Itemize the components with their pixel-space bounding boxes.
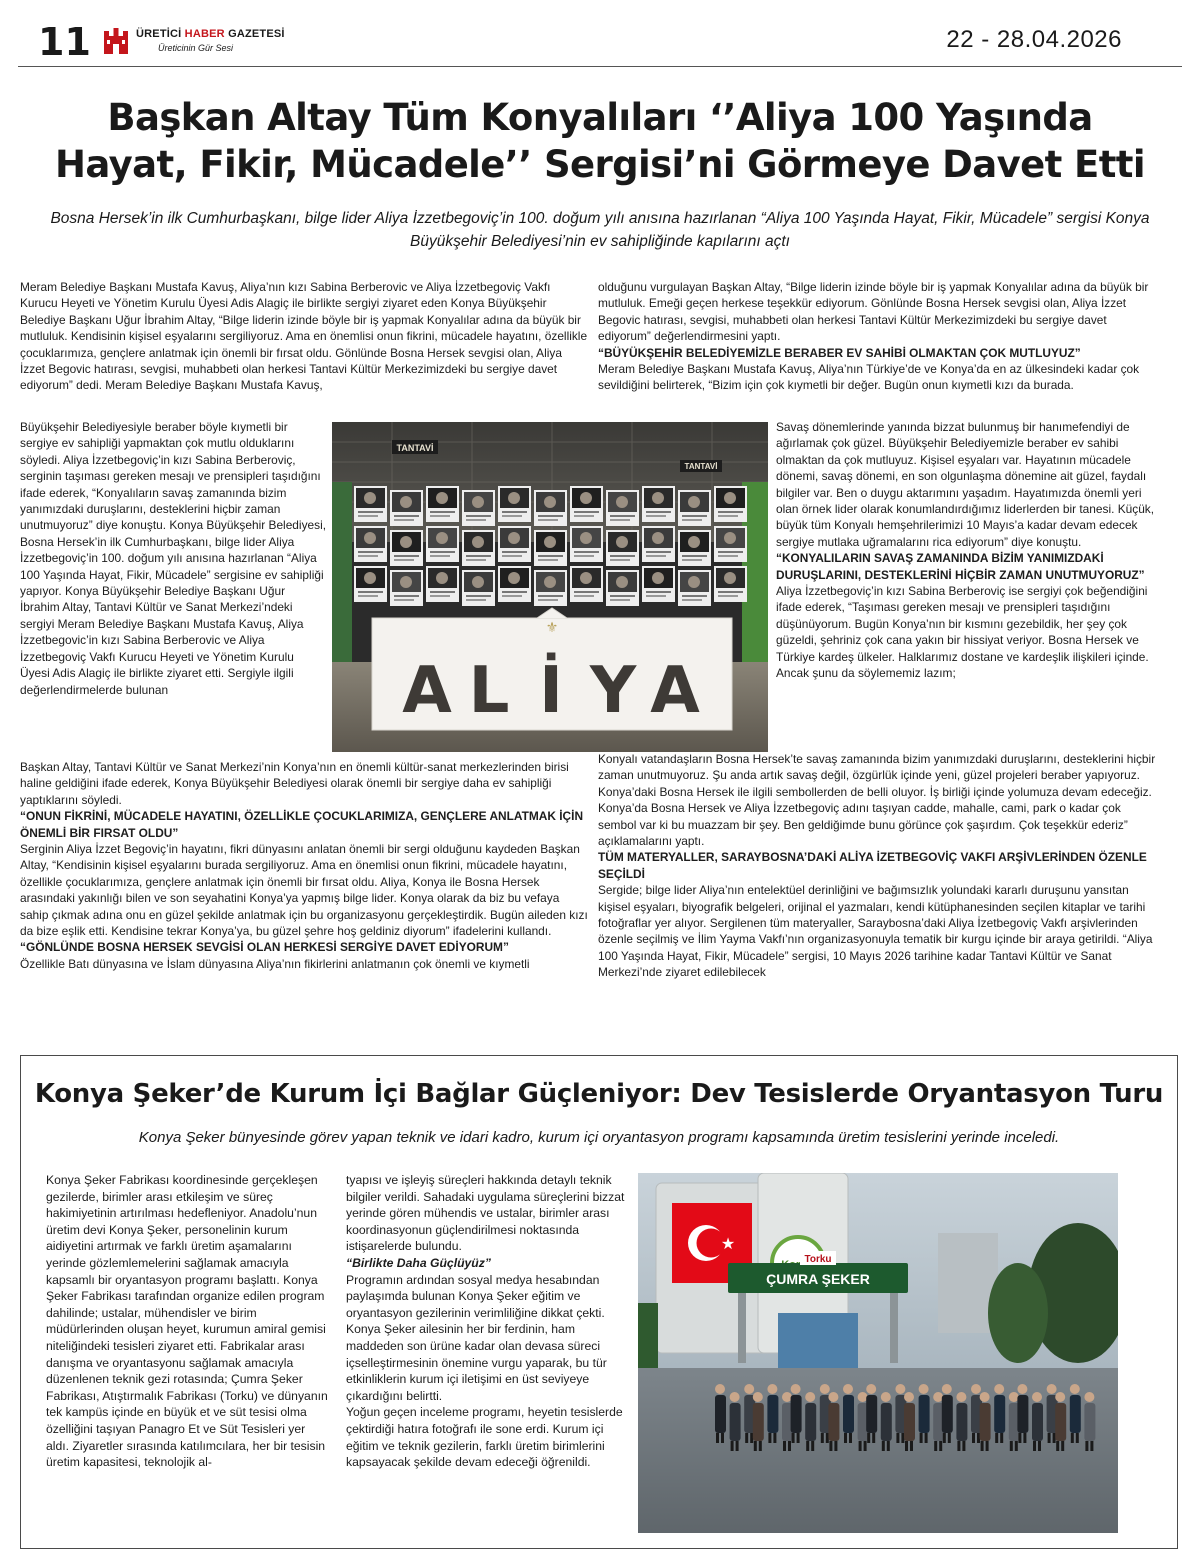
- article1-subheading: “ONUN FİKRİNİ, MÜCADELE HAYATINI, ÖZELLİKLE ÇOCUKLARIMIZA, GENÇLERE ANLATMAK İÇİN ÖNEMLİ BİR FIRSAT OLDU”: [20, 809, 584, 840]
- article2-column1: [46, 1172, 328, 1471]
- paragraph: Programın ardından sosyal medya hesabından paylaşımda bulunan Konya Şeker eğitim ve oryantasyon gezilerinin verimliliğine dikkat çekti. Konya Şeker ailesinin her bir ferdinin, ham maddeden son ürüne kadar olan devasa süreci içselleştirmesinin önemine vurgu yaparak, bu tür etkinliklerin kurum içi iletişimi en üst seviyeye çıkardığını belirtti.: [346, 1272, 607, 1403]
- masthead: [18, 18, 1182, 66]
- tantavi-sign-2: TANTAVİ: [684, 462, 718, 471]
- article2-column2: [346, 1172, 628, 1471]
- paragraph: Sergide; bilge lider Aliya’nın entelektüel derinliğini ve bağımsızlık yolundaki kararlı duruşunu yansıtan kişisel eşyaları, biyografik belgeleri, orijinal el yazmaları, kendi kütüphanesinden seçilen kitaplar ve tarihi fotoğraflar yer alıyor. Sergilenen tüm materyaller, Saraybosna’daki Aliya İzetbegoviç Vakfı arşivlerinden özenle seçilmiş ve İlim Yayma Vakfı’nın organizasyonuyla tematik bir kurgu içinde bir araya getirildi. “Aliya 100 Yaşında Hayat, Fikir, Mücadele” sergisi, 10 Mayıs 2026 tarihine kadar Tantavi Kültür ve Sanat Merkezi’nde ziyaret edilebilecek: [598, 883, 1153, 980]
- article1-column1-top: [20, 279, 588, 394]
- masthead-divider: [18, 66, 1182, 67]
- svg-text:İ: İ: [539, 654, 563, 728]
- paper-slogan: Üreticinin Gür Sesi: [158, 43, 234, 53]
- article1-column1-narrow: [20, 419, 326, 698]
- article1-column1-wide: [20, 759, 588, 972]
- factory-illustration: [638, 1173, 1118, 1533]
- paragraph: Konyalı vatandaşların Bosna Hersek’te savaş zamanında bizim yanımızdaki duruşlarını, desteklerini hiçbir zaman unutmuyoruz. Şu anda artık savaş değil, özgürlük içinde yeni, güzel projeleri beraber yapıyoruz. Konya’daki Bosna Hersek ile ilgili sembollerden de belli oluyor. İş birliği içinde yolumuza devam edeceğiz. Konya’da Bosna Hersek ve Aliya İzzetbegoviç adını taşıyan cadde, mahalle, cami, park o kadar çok sembol var ki bu muazzam bir şey. Ben geldiğimde bunu görünce çok şaşırdım. Çok teşekkür ederiz” açıklamalarını yaptı.: [598, 752, 1156, 849]
- svg-text:Y: Y: [589, 654, 637, 728]
- article1-subheading: TÜM MATERYALLER, SARAYBOSNA’DAKİ ALİYA İZETBEGOVİÇ VAKFI ARŞİVLERİNDEN ÖZENLE SEÇİLDİ: [598, 850, 1147, 881]
- svg-text:L: L: [468, 654, 510, 728]
- paragraph: Meram Belediye Başkanı Mustafa Kavuş, Aliya’nın Türkiye’de ve Konya’da en az ülkesindeki kadar çok sevildiğini belirterek, “Bizim için çok kıymetli bir değer. Bugün onun kıymetli kızı da burada.: [598, 362, 1140, 393]
- paragraph: Serginin Aliya İzzet Begoviç’in hayatını, fikri dünyasını anlatan önemli bir sergi olduğunu kaydeden Başkan Altay, “Kendisinin kişisel eşyalarını burada sergiliyoruz. Ama en önemlisi onun fikrini, mücadele hayatını, özellikle çocuklarımıza, gençlere anlatmak için önemli bir fırsat oldu. Aliya, Konya ile Bosna Hersek arasındaki yakınlığı bilen ve son seyahatini Konya’ya yapmış bilge lider. Konya olarak da biz bu vefaya sahip çıkmak adına onu en güzel şekilde anlatmak için bu organizasyonu gerçekleştirdik. Bugün aileden kızı da bize eşlik etti. Kendisine tekrar Konya’ya, bu güzel şehre hoş geldiniz diyorum” ifadelerini kullandı.: [20, 842, 588, 939]
- paragraph: Başkan Altay, Tantavi Kültür ve Sanat Merkezi’nin Konya’nın en önemli kültür-sanat merkezlerinden birisi haline geldiğini ifade ederek, Konya Büyükşehir Belediyesi olarak önemli bir sergiye daha ev sahipliği yaptıklarını söyledi.: [20, 760, 569, 807]
- exhibition-photo: [332, 422, 768, 752]
- factory-group-photo: [638, 1173, 1118, 1533]
- paragraph: olduğunu vurgulayan Başkan Altay, “Bilge liderin izinde böyle bir iş yapmak Konyalılar adına da büyük bir mutluluk. Emeği geçen herkese teşekkür ediyorum. Gönlünde Bosna Hersek sevgisi olan, Aliya İzzet Begovic hatırası, sevgisi, muhabbeti olan herkesi Tantavi Kültür Merkezimizdeki bu sergiye davet ediyorum” değerlendirmesini yaptı.: [598, 280, 1149, 344]
- exhibition-illustration: [332, 422, 768, 752]
- article1-column2-top: [598, 279, 1158, 394]
- paper-name: ÜRETİCİ HABER GAZETESİ: [136, 28, 285, 40]
- article1-column2-narrow: [776, 419, 1158, 682]
- paragraph: Büyükşehir Belediyesiyle beraber böyle kıymetli bir sergiye ev sahipliği yapmaktan çok mutlu olduklarını söyledi. Aliya İzzetbegoviç’in kızı Sabina Berberoviç, serginin taşıması gereken mesajı ve prensipleri taşıdığını ifade ederek, “Konyalıların savaş zamanında bizim yanımızdaki duruşlarını, desteklerini hiçbir zaman unutmuyoruz” diye konuştu. Konya Büyükşehir Belediyesi, Bosna Hersek’in ilk Cumhurbaşkanı, bilge lider Aliya İzzetbegoviç’in 100. doğum yılı anısına hazırlanan “Aliya 100 Yaşında Hayat, Fikir, Mücadele” sergisine ev sahipliği yapıyor. Konya Büyükşehir Belediye Başkanı Uğur İbrahim Altay, Tantavi Kültür ve Sanat Merkezi’ndeki sergiyi Meram Belediye Başkanı Mustafa Kavuş, Aliya İzzetbegovic’in kızı Sabina Berberovic ve Aliya İzzetbegoviç Vakfı Kurucu Heyeti ve Yönetim Kurulu Üyesi Adis Alagiç ile birlikte ziyaret etti. Sergiyle ilgili değerlendirmelerde bulunan: [20, 420, 327, 697]
- article1-subheading: “KONYALILARIN SAVAŞ ZAMANINDA BİZİM YANIMIZDAKİ DURUŞLARINI, DESTEKLERİNİ HİÇBİR ZAMAN UNUTMUYORUZ”: [776, 551, 1145, 582]
- article1-subheading: “GÖNLÜNDE BOSNA HERSEK SEVGİSİ OLAN HERKESİ SERGİYE DAVET EDİYORUM”: [20, 940, 509, 955]
- paragraph: tyapısı ve işleyiş süreçleri hakkında detaylı teknik bilgiler verildi. Sahadaki uygulama süreçlerini bizzat yerinde gören mühendis ve ustalar, birimler arası koordinasyonun güçlendirilmesi noktasında istişarelerde bulundu.: [346, 1173, 625, 1254]
- page-number: 11: [38, 20, 91, 64]
- article2-title: Konya Şeker’de Kurum İçi Bağlar Güçleniyor: Dev Tesislerde Oryantasyon Turu: [34, 1079, 1164, 1109]
- article2-subtitle: Konya Şeker bünyesinde görev yapan teknik ve idari kadro, kurum içi oryantasyon programı kapsamında üretim tesislerini yerinde inceledi.: [138, 1129, 1060, 1146]
- paragraph: Yoğun geçen inceleme programı, heyetin tesislerde çektirdiği hatıra fotoğrafı ile sone erdi. Kurum içi eğitim ve teknik gezilerin, farklı üretim birimlerini kapsayacak şekilde devam edeceği öğrenildi.: [346, 1405, 623, 1470]
- paragraph: Aliya İzzetbegoviç’in kızı Sabina Berberoviç ise sergiyi çok beğendiğini ifade ederek, “Taşıması gereken mesajı ve prensipleri taşıdığını düşünüyorum. Bugün Konya’nın bir kısmını gezebildik, her şey çok güzeldi, şehriniz çok cana yakın bir hissiyat veriyor. Bosna Hersek ve Türkiye kardeş ülkeler. Halklarımız dostane ve kardeşlik ilişkileri içinde. Ancak şunu da söylememiz lazım;: [776, 584, 1149, 681]
- issue-date: 22 - 28.04.2026: [946, 26, 1122, 53]
- cumra-seker-sign: ÇUMRA ŞEKER: [766, 1271, 870, 1287]
- article1-column2-wide: [598, 751, 1158, 981]
- article1-subheading: “BÜYÜKŞEHİR BELEDİYEMİZLE BERABER EV SAHİBİ OLMAKTAN ÇOK MUTLUYUZ”: [598, 345, 1081, 360]
- tantavi-sign: TANTAVİ: [396, 443, 434, 453]
- svg-text:A: A: [650, 654, 700, 728]
- article1-subhead: Bosna Hersek’in ilk Cumhurbaşkanı, bilge lider Aliya İzzetbegoviç’in 100. doğum yılı anısına hazırlanan “Aliya 100 Yaşında Hayat, Fikir, Mücadele” sergisi Konya Büyükşehir Belediyesi’nin ev sahipliğinde kapılarını açtı: [50, 210, 1150, 250]
- article2-subheading: “Birlikte Daha Güçlüyüz”: [346, 1255, 491, 1270]
- castle-crest-icon: [102, 26, 130, 56]
- svg-text:A: A: [402, 654, 452, 728]
- article1-headline: Başkan Altay Tüm Konyalıları ‘’Aliya 100 Yaşında Hayat, Fikir, Mücadele’’ Sergisi’ni Görmeye Davet Etti: [55, 96, 1145, 186]
- torku-sign: Torku: [804, 1254, 832, 1265]
- photo-panel-grid: [354, 486, 747, 606]
- svg-text:⚜: ⚜: [545, 619, 559, 635]
- paragraph: Meram Belediye Başkanı Mustafa Kavuş, Aliya’nın kızı Sabina Berberovic ve Aliya İzzetbegoviç Vakfı Kurucu Heyeti ve Yönetim Kurulu Üyesi Adis Alagiç ile birlikte sergiyi ziyaret eden Konya Büyükşehir Belediye Başkanı Uğur İbrahim Altay, “Bilge liderin izinde böyle bir iş yapmak Konyalılar adına da büyük bir mutluluk. Kendisinin kişisel eşyalarını sergiliyoruz. Ama en önemlisi onun fikrini, mücadele hayatını, özellikle çocuklarımıza, gençlere anlatmak için önemli bir fırsat oldu. Gönlünde Bosna Hersek sevgisi olan, Aliya İzzet Begovic hatırası, sevgisi, muhabbeti olan herkesi Tantavi Kültür Merkezimizdeki bu sergiye davet ediyorum” dedi. Meram Belediye Başkanı Mustafa Kavuş,: [20, 280, 588, 393]
- paragraph: Konya Şeker Fabrikası koordinesinde gerçekleşen gezilerde, birimler arası etkileşim ve süreç hakimiyetinin artırılması hedefleniyor. Anadolu’nun üretim devi Konya Şeker, personelinin kurum aidiyetini artırmak ve farklı üretim aşamalarını yerinde gözlemlemelerini sağlamak amacıyla kapsamlı bir oryantasyon programı başlattı. Konya Şeker Fabrikası tarafından organize edilen program dahilinde; ustalar, mühendisler ve birim müdürlerinden oluşan heyet, kurumun amiral gemisi niteliğindeki tesisleri ziyaret etti. Fabrikalar arası danışma ve oryantasyonu sağlamak amacıyla düzenlenen teknik gezi rotasında; Çumra Şeker Fabrikası, Atıştırmalık Fabrikası (Torku) ve dünyanın tek kampüs içinde en büyük et ve süt tesisi olma özelliğini taşıyan Panagro Et ve Süt Tesisleri yer aldı. Ziyaretler sırasında katılımcılara, her bir tesisin üretim kapasitesi, teknolojik al-: [46, 1173, 328, 1470]
- svg-text:★: ★: [720, 1236, 736, 1253]
- paragraph: Savaş dönemlerinde yanında bizzat bulunmuş bir hanımefendiyi de ağırlamak çok güzel. Büyükşehir Belediyemizle beraber ev sahibi olmaktan da çok mutluyuz. Kişisel eşyaları var. Hayatının mücadele dönemi, savaş dönemi, en son olgunlaşma dönemine ait güzel, faydalı bilgiler var. Ben o duygu aktarımını yaşadım. Hayatımızda önemli yeri olan örnek lider olarak konumlandırdığımız liderlerden bir tanesi. Küçük, büyük tüm Konyalı hemşehrilerimizi 10 Mayıs’a kadar devam edecek sergiye mutlaka uğramalarını rica ediyorum” diye konuştu.: [776, 420, 1155, 549]
- paragraph: Özellikle Batı dünyasına ve İslam dünyasına Aliya’nın fikirlerini anlatmanın çok önemli ve kıymetli: [20, 956, 530, 971]
- aliya-letters: [402, 652, 700, 728]
